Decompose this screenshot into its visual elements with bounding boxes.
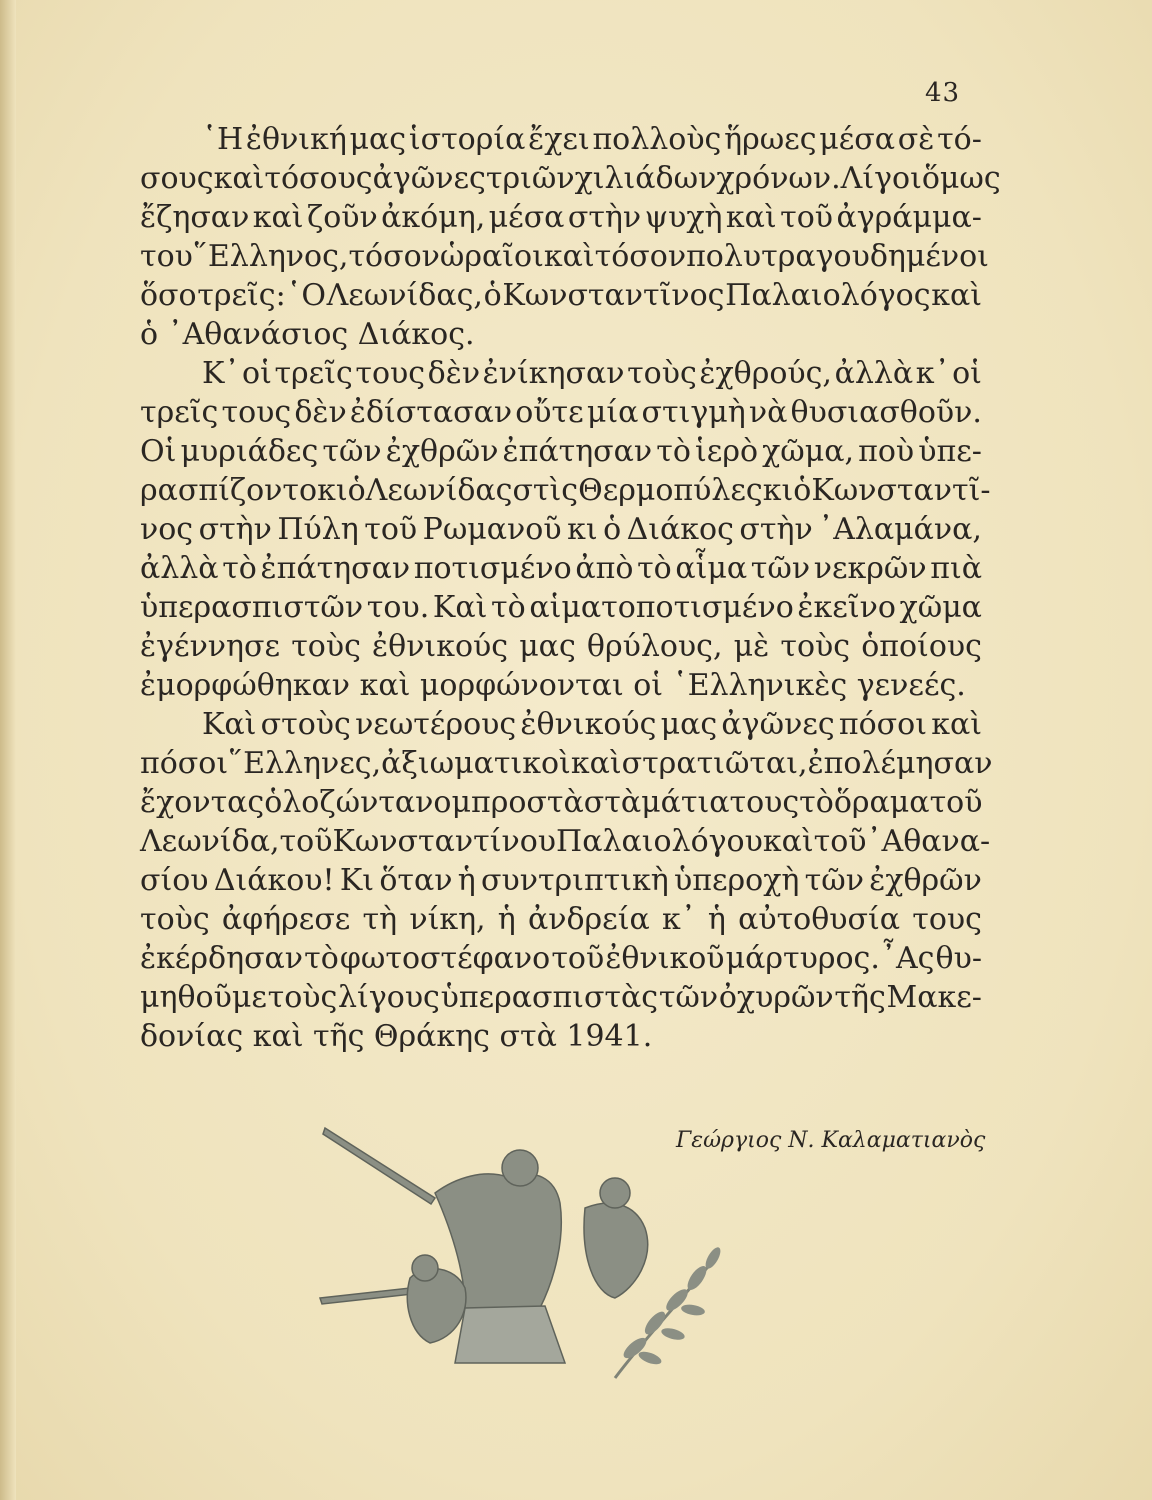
word: νος <box>140 512 194 547</box>
word: Μακε- <box>886 980 982 1015</box>
word: δὲν <box>427 356 481 391</box>
word: ἐγέννησε <box>140 629 281 664</box>
word: ψυχὴ <box>644 200 723 235</box>
text-line: ὁ ᾿Αθανάσιος Διάκος. <box>140 317 475 352</box>
word: χῶμα, <box>762 434 855 469</box>
word: ἔχει <box>528 122 590 157</box>
word: μηθοῦμε <box>140 980 267 1015</box>
word: ᾿Αλαμάνα, <box>818 512 982 547</box>
fustanella-shape <box>455 1306 565 1363</box>
text-line <box>140 354 982 393</box>
word: χρόνων. <box>716 161 841 196</box>
word: σίου <box>140 863 209 898</box>
word: Λεωνίδα, <box>140 824 280 859</box>
word: Διάκου! <box>213 863 335 898</box>
word: Κωνσταντῖνος <box>502 278 725 313</box>
word: του. <box>366 590 430 625</box>
word: Θερμοπύλες <box>578 473 763 508</box>
word: Οἱ <box>140 434 177 469</box>
kneeling-warrior-head-shape <box>412 1255 438 1281</box>
word: μπροστὰ <box>451 785 584 820</box>
word: πολλοὺς <box>592 122 722 157</box>
word: μέσα <box>488 200 565 235</box>
word: τοῦ <box>780 200 834 235</box>
page-binding-edge <box>0 0 16 1500</box>
word: Λίγοι <box>840 161 922 196</box>
text-line <box>140 393 982 432</box>
word: καὶ <box>725 200 777 235</box>
word: ἀγῶνες <box>372 161 486 196</box>
word: Κωνσταντῖ- <box>811 473 991 508</box>
word: στοὺς <box>260 707 351 742</box>
word: ἡ <box>707 902 726 937</box>
text-line <box>140 939 982 978</box>
word: τῶν <box>322 434 382 469</box>
word: πόσοι <box>140 746 229 781</box>
word: Ρωμανοῦ <box>422 512 562 547</box>
word: ῏Ας <box>880 941 935 976</box>
word: Παλαιολόγος <box>725 278 931 313</box>
word: αὐτοθυσία <box>738 902 901 937</box>
word: καὶ <box>762 824 814 859</box>
word: Κ᾿ <box>202 356 240 391</box>
word: κι <box>317 473 348 508</box>
word: οἱ <box>242 356 272 391</box>
word: μας <box>660 707 718 742</box>
word: ρασπίζοντο <box>140 473 318 508</box>
text-line <box>140 510 982 549</box>
word: ῞Ελληνες, <box>228 746 382 781</box>
word: τὸ <box>304 941 339 976</box>
text-line <box>140 705 982 744</box>
word: τους <box>355 356 426 391</box>
word: τριῶν <box>485 161 575 196</box>
word: τρεῖς <box>274 356 353 391</box>
word: τοὺς <box>291 629 361 664</box>
word: ἐπάτησαν <box>502 434 653 469</box>
word: θυ- <box>935 941 982 976</box>
word: ἐχθρούς, <box>699 356 832 391</box>
word: ἱστορία <box>408 122 526 157</box>
word: πολυτραγουδημένοι <box>686 239 989 274</box>
word: ὁποίους <box>861 629 982 664</box>
word: καὶ <box>543 239 595 274</box>
word: ἐπάτησαν <box>260 551 411 586</box>
body-text <box>140 120 1001 1056</box>
word: ζοῦν <box>306 200 378 235</box>
word: ὁλοζώντανο <box>264 785 452 820</box>
word: ἔζησαν <box>140 200 250 235</box>
word: Κωνσταντίνου <box>332 824 557 859</box>
word: τοὺς <box>780 629 851 664</box>
second-warrior-shape <box>584 1203 648 1298</box>
author-signature: Γεώργιος Ν. Καλαματιανὸς <box>676 1128 986 1153</box>
word: καὶ <box>931 278 982 313</box>
word: τους <box>221 395 292 430</box>
word: στρατιῶται, <box>621 746 808 781</box>
word: τὸ <box>656 434 691 469</box>
word: κι <box>762 473 794 508</box>
word: ποτισμένο <box>413 551 572 586</box>
word: ἀγράμμα- <box>836 200 982 235</box>
word: ἀγῶνες <box>721 707 835 742</box>
text-line <box>140 744 993 783</box>
kneeling-warrior-shape <box>407 1269 466 1343</box>
word: ἐνίκησαν <box>482 356 625 391</box>
word: ἐθνικούς <box>520 707 657 742</box>
word: νίκη, <box>409 902 486 937</box>
word: ἀνδρεία <box>527 902 650 937</box>
word: ὡραῖοι <box>439 239 544 274</box>
word: ὅταν <box>379 863 453 898</box>
word: ἀφήρεσε <box>221 902 351 937</box>
word: τὸ <box>491 590 526 625</box>
word: ὑπερασπιστὰς <box>440 980 659 1015</box>
word: μία <box>586 395 639 430</box>
word: Λεωνίδας, <box>326 278 483 313</box>
word: τὸ <box>799 785 834 820</box>
word: ἐκεῖνο <box>797 590 896 625</box>
word: τὴ <box>362 902 398 937</box>
word: μας <box>519 629 576 664</box>
word: στὴν <box>198 512 272 547</box>
word: σους <box>140 161 214 196</box>
word: ἐπολέμησαν <box>807 746 993 781</box>
word: ὁ <box>603 512 622 547</box>
text-line <box>140 471 991 510</box>
word: δὲν <box>294 395 347 430</box>
word: τοὺς <box>267 980 338 1015</box>
word: τοὺς <box>627 356 697 391</box>
word: μὲ <box>733 629 770 664</box>
word: καὶ <box>213 161 265 196</box>
word: τους <box>729 785 800 820</box>
word: ἐκέρδησαν <box>140 941 304 976</box>
word: ἐθνικούς <box>372 629 509 664</box>
word: στὴν <box>739 512 813 547</box>
word: ὅσο <box>140 278 197 313</box>
word: πόσοι <box>838 707 927 742</box>
word: χῶμα <box>899 590 982 625</box>
word: Διάκος <box>626 512 734 547</box>
word: τρεῖς <box>140 395 219 430</box>
word: τοὺς <box>140 902 210 937</box>
text-line <box>140 549 982 588</box>
word: στὰ <box>583 785 642 820</box>
text-line <box>140 432 982 471</box>
second-warrior-head-shape <box>600 1178 630 1208</box>
word: ἐθνικοῦ <box>605 941 725 976</box>
text-line <box>140 276 982 315</box>
word: λίγους <box>338 980 440 1015</box>
word: τόσους <box>264 161 373 196</box>
text-line <box>140 783 982 822</box>
word: Πύλη <box>277 512 359 547</box>
word: τῆς <box>834 980 886 1015</box>
word: Κι <box>339 863 375 898</box>
word: ὑπεροχὴ <box>674 863 800 898</box>
word: ὑπερασπιστῶν <box>140 590 364 625</box>
word: ὁ <box>347 473 366 508</box>
word: τοῦ <box>929 785 983 820</box>
word: ὅραμα <box>833 785 930 820</box>
word: χιλιάδων <box>574 161 717 196</box>
word: ἐθνική <box>245 122 347 157</box>
word: ἀπὸ <box>575 551 634 586</box>
text-line <box>140 822 991 861</box>
word: τῶν <box>658 980 719 1015</box>
sword-shape <box>323 1128 435 1204</box>
word: ὑπε- <box>918 434 982 469</box>
word: συντριπτικὴ <box>481 863 669 898</box>
text-line <box>140 120 982 159</box>
word: μας <box>349 122 407 157</box>
word: τῶν <box>750 551 811 586</box>
word: τοῦ <box>279 824 333 859</box>
word: ἱερὸ <box>695 434 759 469</box>
word: τοῦ <box>813 824 867 859</box>
word: πιὰ <box>930 551 982 586</box>
word: Παλαιολόγου <box>556 824 763 859</box>
word: ἐδίστασαν <box>349 395 513 430</box>
text-line <box>140 861 982 900</box>
word: κι <box>567 512 598 547</box>
word: κ᾿ <box>915 356 950 391</box>
word: ὀχυρῶν <box>718 980 834 1015</box>
word: Λεωνίδας <box>365 473 513 508</box>
word: τρεῖς: <box>197 278 286 313</box>
word: μάρτυρος. <box>725 941 880 976</box>
word: μυριάδες <box>180 434 319 469</box>
page-number: 43 <box>925 78 961 108</box>
word: ποὺ <box>858 434 915 469</box>
text-line: δονίας καὶ τῆς Θράκης στὰ 1941. <box>140 1019 653 1054</box>
word: τὸ <box>222 551 257 586</box>
word: οὔτε <box>515 395 584 430</box>
word: στὴν <box>567 200 642 235</box>
word: ῞Ελληνος, <box>192 239 349 274</box>
word: μέσα <box>819 122 896 157</box>
text-line <box>140 237 989 276</box>
word: τόσον <box>594 239 687 274</box>
word: ἀκόμη, <box>381 200 486 235</box>
word: Καὶ <box>432 590 488 625</box>
word: ἀλλὰ <box>140 551 219 586</box>
word: τους <box>912 902 982 937</box>
word: ῾Η <box>202 122 244 157</box>
word: νεκρῶν <box>813 551 927 586</box>
word: ἥρωες <box>724 122 817 157</box>
word: τοῦ <box>364 512 418 547</box>
text-line <box>140 198 982 237</box>
word: αἱματοποτισμένο <box>529 590 794 625</box>
word: αἷμα <box>675 551 748 586</box>
word: ἀξιωματικοὶ <box>381 746 571 781</box>
word: ῾Ο <box>286 278 326 313</box>
word: του <box>140 239 193 274</box>
word: νὰ <box>748 395 788 430</box>
text-line <box>140 159 1001 198</box>
word: ἔχοντας <box>140 785 265 820</box>
text-line: ἐμορφώθηκαν καὶ μορφώνονται οἱ ῾Ελληνικὲς γενεές. <box>140 668 966 703</box>
word: τόσον <box>348 239 440 274</box>
word: ἡ <box>457 863 476 898</box>
word: τό- <box>937 122 982 157</box>
word: ἀλλὰ <box>834 356 914 391</box>
word: καὶ <box>252 200 304 235</box>
word: ἡ <box>497 902 516 937</box>
text-line <box>140 627 982 666</box>
word: τοῦ <box>551 941 605 976</box>
word: ᾿Αθανα- <box>866 824 991 859</box>
word: στιγμὴ <box>641 395 746 430</box>
word: τὸ <box>637 551 672 586</box>
word: στὶς <box>512 473 579 508</box>
word: καὶ <box>931 707 982 742</box>
word: νεωτέρους <box>355 707 517 742</box>
word: καὶ <box>570 746 622 781</box>
text-line <box>140 978 982 1017</box>
word: φωτοστέφανο <box>339 941 551 976</box>
word: θυσιασθοῦν. <box>790 395 982 430</box>
word: ὅμως <box>921 161 1001 196</box>
word: σὲ <box>897 122 935 157</box>
word: ὁ <box>793 473 812 508</box>
word: θρύλους, <box>586 629 723 664</box>
word: ὁ <box>483 278 502 313</box>
text-line <box>140 588 982 627</box>
word: Καὶ <box>202 707 257 742</box>
warrior-head-shape <box>502 1150 538 1186</box>
word: κ᾿ <box>661 902 696 937</box>
word: ἐχθρῶν <box>869 863 982 898</box>
word: ἐχθρῶν <box>385 434 499 469</box>
word: οἱ <box>952 356 982 391</box>
word: μάτια <box>641 785 730 820</box>
word: τῶν <box>804 863 864 898</box>
text-line <box>140 900 982 939</box>
